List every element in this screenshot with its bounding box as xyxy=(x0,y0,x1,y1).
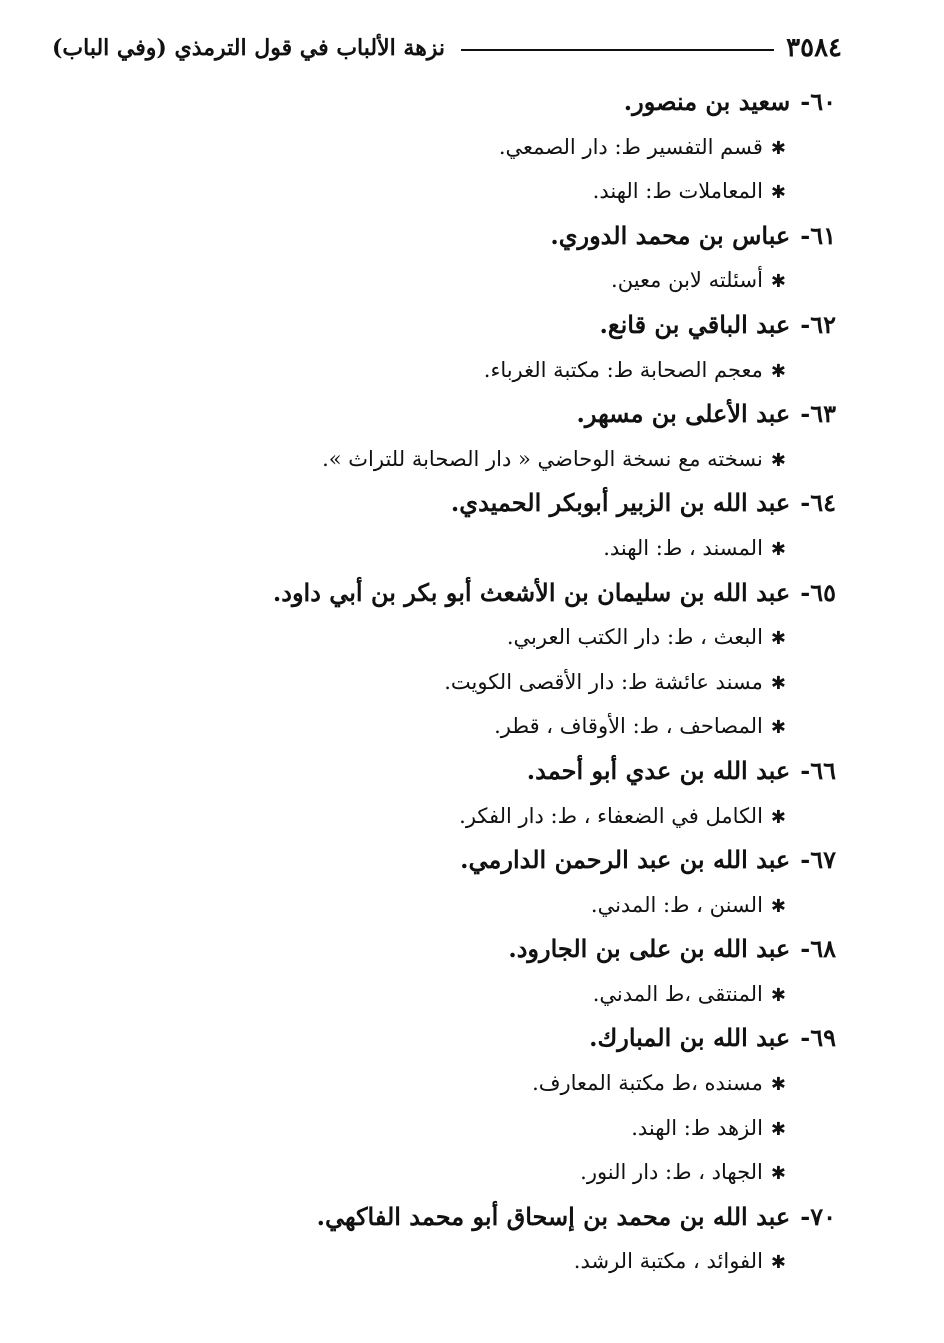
work-item xyxy=(276,437,836,482)
entry-name: عبد الله بن عبد الرحمن الدارمي. xyxy=(460,845,791,875)
asterisk-bullet-icon: ✱ xyxy=(770,137,786,159)
entry-name: عبد الله بن المبارك. xyxy=(589,1023,791,1053)
entry-heading xyxy=(276,927,836,972)
asterisk-bullet-icon: ✱ xyxy=(770,984,786,1006)
entry-name: عبد الله بن عدي أبو أحمد. xyxy=(526,755,791,785)
entry-heading xyxy=(276,481,836,526)
entry-number: ٦١- xyxy=(800,220,836,250)
work-item xyxy=(276,704,836,749)
asterisk-bullet-icon: ✱ xyxy=(770,806,786,828)
entry-name: عبد الأعلى بن مسهر. xyxy=(576,399,791,429)
work-title: المصاحف ، ط: الأوقاف ، قطر. xyxy=(494,714,763,739)
work-item xyxy=(276,348,836,393)
entry-number: ٦٧- xyxy=(800,845,836,875)
work-title: قسم التفسير ط: دار الصمعي. xyxy=(498,134,763,159)
asterisk-bullet-icon: ✱ xyxy=(770,449,786,471)
work-item xyxy=(276,258,836,303)
work-title: الكامل في الضعفاء ، ط: دار الفكر. xyxy=(459,803,763,828)
entry-heading xyxy=(272,571,836,616)
entry-heading xyxy=(276,392,836,437)
entry-name: عبد الله بن محمد بن إسحاق أبو محمد الفاكهي. xyxy=(316,1201,791,1231)
asterisk-bullet-icon: ✱ xyxy=(770,717,786,739)
entry-name: عبد الباقي بن قانع. xyxy=(599,309,791,339)
entry-heading xyxy=(276,80,836,125)
entry-heading xyxy=(276,838,836,883)
asterisk-bullet-icon: ✱ xyxy=(770,271,786,293)
work-title: المنتقى ،ط المدني. xyxy=(592,981,763,1006)
work-item xyxy=(276,125,836,170)
entry-name: عبد الله بن سليمان بن الأشعث أبو بكر بن أبي داود. xyxy=(272,577,791,607)
entry-list xyxy=(272,80,836,1284)
running-title: نزهة الألباب في قول الترمذي (وفي الباب) xyxy=(52,35,446,61)
work-title: نسخته مع نسخة الوحاضي « دار الصحابة للتراث ». xyxy=(322,446,763,471)
work-title: السنن ، ط: المدني. xyxy=(590,892,763,917)
work-item xyxy=(276,1061,836,1106)
page-number: ٣٥٨٤ xyxy=(786,33,842,63)
entry-heading xyxy=(276,303,836,348)
entry-heading xyxy=(276,1016,836,1061)
asterisk-bullet-icon: ✱ xyxy=(770,1252,786,1274)
asterisk-bullet-icon: ✱ xyxy=(770,538,786,560)
entry-name: عباس بن محمد الدوري. xyxy=(550,220,791,250)
work-item xyxy=(276,1106,836,1151)
work-title: مسنده ،ط مكتبة المعارف. xyxy=(532,1071,763,1096)
entry-name: عبد الله بن الزبير أبوبكر الحميدي. xyxy=(450,488,791,518)
work-title: البعث ، ط: دار الكتب العربي. xyxy=(506,625,763,650)
work-title: الفوائد ، مكتبة الرشد. xyxy=(573,1249,763,1274)
work-title: أسئلته لابن معين. xyxy=(611,268,763,293)
header-rule xyxy=(461,49,774,51)
asterisk-bullet-icon: ✱ xyxy=(770,1118,786,1140)
entry-number: ٧٠- xyxy=(800,1201,836,1231)
work-item xyxy=(276,526,836,571)
work-item xyxy=(276,883,836,928)
entry-number: ٦٦- xyxy=(800,755,836,785)
work-title: معجم الصحابة ط: مكتبة الغرباء. xyxy=(483,357,763,382)
entry-number: ٦٩- xyxy=(800,1023,836,1053)
entry-number: ٦٢- xyxy=(800,309,836,339)
work-title: المعاملات ط: الهند. xyxy=(592,179,763,204)
asterisk-bullet-icon: ✱ xyxy=(770,182,786,204)
work-item xyxy=(276,794,836,839)
work-title: المسند ، ط: الهند. xyxy=(603,535,763,560)
asterisk-bullet-icon: ✱ xyxy=(770,895,786,917)
asterisk-bullet-icon: ✱ xyxy=(770,1163,786,1185)
work-title: الجهاد ، ط: دار النور. xyxy=(580,1160,763,1185)
entry-heading xyxy=(276,749,836,794)
entry-number: ٦٥- xyxy=(800,577,836,607)
asterisk-bullet-icon: ✱ xyxy=(770,628,786,650)
work-item xyxy=(276,660,836,705)
entry-name: سعيد بن منصور. xyxy=(623,87,791,116)
entry-heading xyxy=(276,1195,836,1240)
entry-number: ٦٣- xyxy=(800,399,836,429)
entry-number: ٦٨- xyxy=(800,934,836,964)
work-item xyxy=(276,615,836,660)
entry-number: ٦٤- xyxy=(800,488,836,518)
page-header xyxy=(52,26,842,70)
work-item xyxy=(276,1239,836,1284)
asterisk-bullet-icon: ✱ xyxy=(770,1074,786,1096)
work-title: مسند عائشة ط: دار الأقصى الكويت. xyxy=(444,669,763,694)
work-item xyxy=(276,1150,836,1195)
asterisk-bullet-icon: ✱ xyxy=(770,360,786,382)
entry-name: عبد الله بن على بن الجارود. xyxy=(508,934,791,964)
entry-heading xyxy=(276,214,836,259)
work-title: الزهد ط: الهند. xyxy=(631,1115,763,1140)
asterisk-bullet-icon: ✱ xyxy=(770,672,786,694)
entry-number: ٦٠- xyxy=(800,87,836,116)
work-item xyxy=(276,972,836,1017)
work-item xyxy=(276,169,836,214)
